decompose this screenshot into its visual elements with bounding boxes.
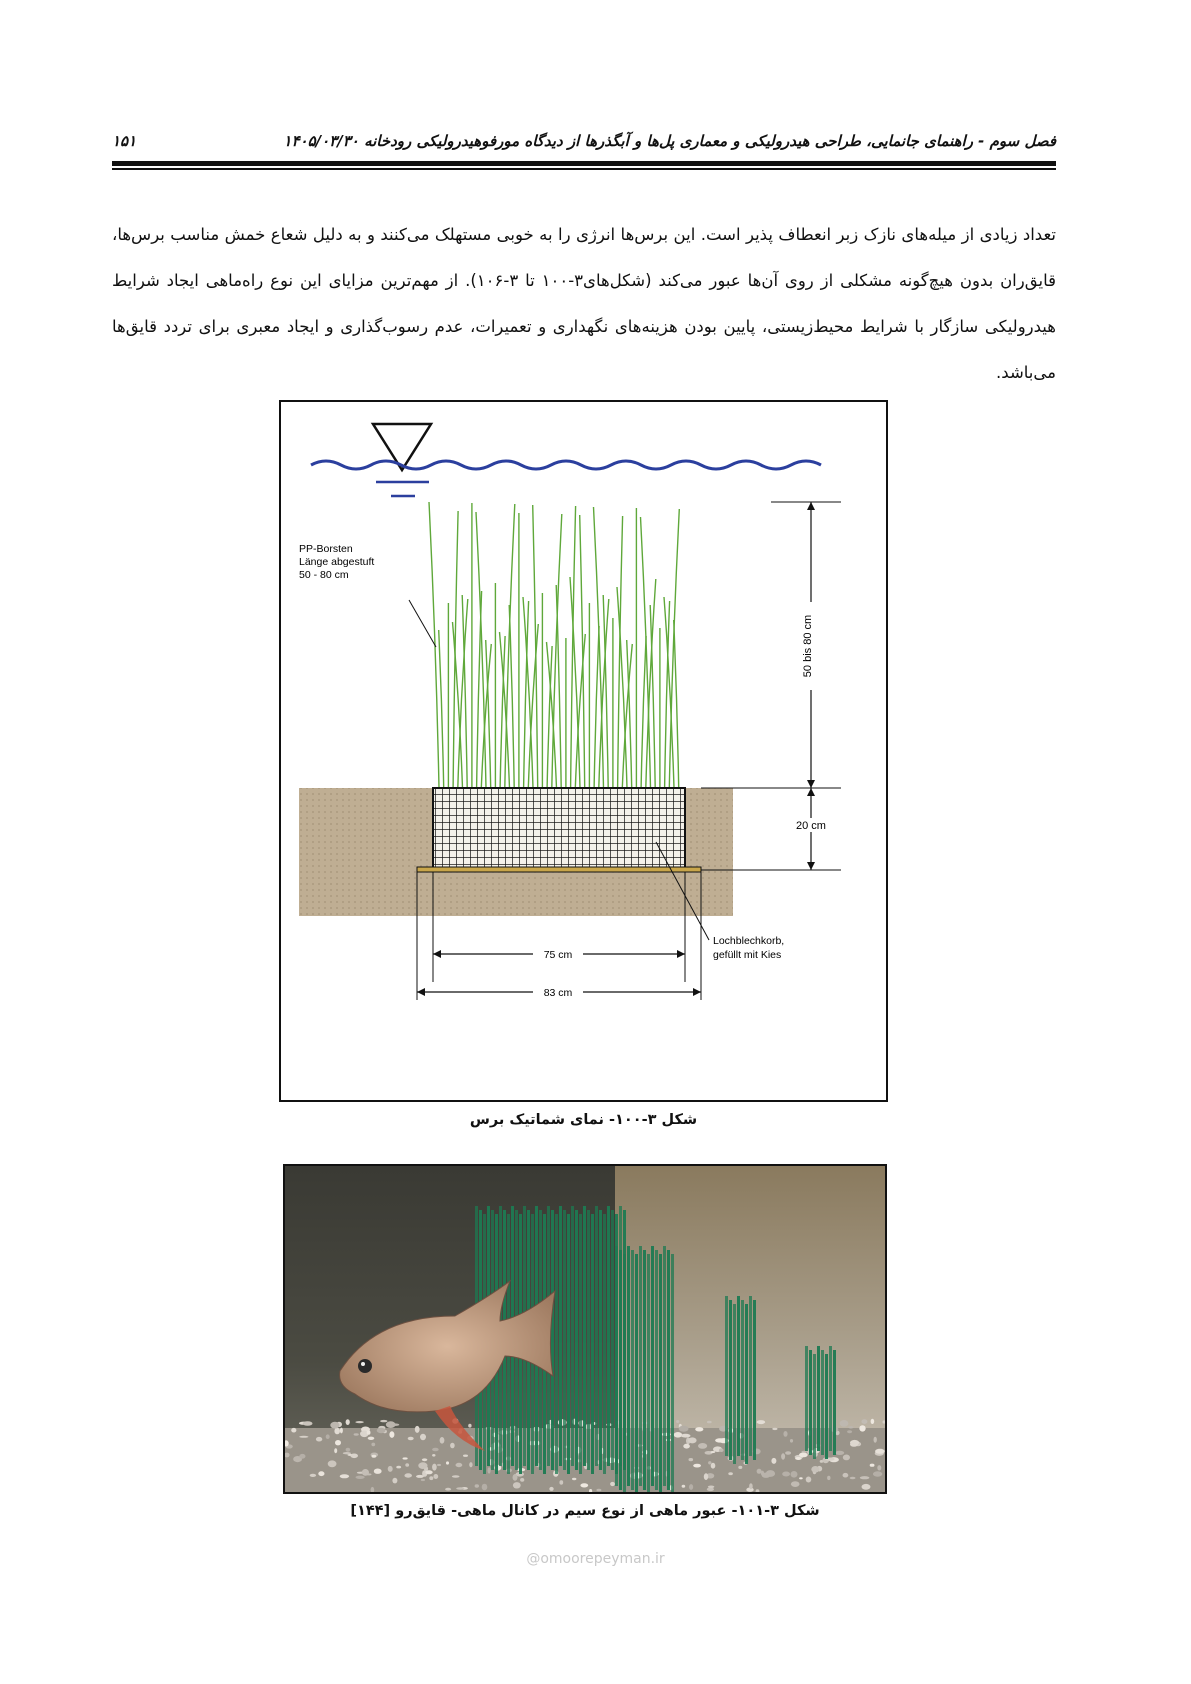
gravel-stone [346,1419,350,1425]
gravel-stone [783,1431,787,1437]
gravel-stone [877,1465,881,1470]
gravel-stone [445,1488,451,1491]
gravel-stone [682,1485,686,1488]
green-bristle [599,1210,602,1470]
gravel-stone [771,1458,776,1464]
gravel-stone [572,1478,576,1480]
gravel-stone [367,1431,371,1435]
gravel-stone [355,1421,364,1423]
gravel-stone [482,1484,488,1491]
gravel-stone [403,1457,408,1459]
green-bristle [825,1354,828,1459]
gravel-stone [708,1486,714,1489]
green-bristle [659,1254,662,1492]
gravel-stone [380,1420,387,1422]
gravel-stone [676,1420,679,1423]
gravel-stone [326,1434,330,1439]
gravel-stone [766,1470,775,1477]
gravel-stone [757,1469,762,1474]
gravel-stone [310,1474,316,1477]
bristle-strand [665,601,670,788]
gravel-stone [708,1461,711,1464]
gravel-stone [330,1422,339,1429]
gravel-stone [681,1434,691,1438]
water-surface-line [311,461,821,469]
gravel-stone [799,1477,803,1479]
brush-schematic-diagram [281,402,886,1100]
gravel-stone [356,1476,365,1479]
label-height: 50 bis 80 cm [802,614,814,678]
gravel-stone [422,1458,427,1461]
figure1-caption: شکل ۳-۱۰۰- نمای شماتیک برس [469,1112,698,1128]
gravel-stone [873,1471,882,1476]
gravel-stone [450,1443,455,1449]
green-bristle [741,1300,744,1460]
gravel-stone [340,1474,349,1478]
gravel-stone [704,1473,708,1480]
gravel-stone [405,1463,409,1467]
gravel-stone [388,1466,393,1472]
gravel-stone [843,1473,849,1478]
gravel-stone [693,1464,701,1468]
gravel-stone [299,1454,305,1459]
gravel-stone [475,1484,479,1487]
gravel-stone [372,1455,377,1458]
gravel-stone [463,1455,468,1457]
gravel-stone [425,1470,432,1474]
gravel-stone [549,1487,553,1491]
gravel-stone [791,1481,800,1487]
gravel-stone [396,1466,401,1469]
gravel-stone [513,1482,521,1488]
bristle-strand [618,516,623,788]
gravel-stone [596,1489,601,1492]
gravel-stone [683,1444,690,1449]
green-bristle [729,1300,732,1460]
figure2-caption: شکل ۳-۱۰۱- عبور ماهی از نوع سیم در کانال ماهی- قایق‌رو [۱۴۴] [350,1503,820,1519]
green-bristle [595,1206,598,1466]
green-bristle [639,1246,642,1486]
fish-eye [358,1359,372,1373]
green-bristle [805,1346,808,1451]
bristle-strand [641,636,646,788]
gravel-stone [862,1484,871,1490]
gravel-stone [610,1482,615,1486]
gravel-stone [870,1464,875,1467]
gravel-stone [874,1437,877,1443]
gravel-stone [781,1453,785,1459]
green-bristle [667,1250,670,1490]
green-bristle [551,1210,554,1470]
gravel-stone [446,1461,449,1464]
gravel-stone [799,1453,808,1458]
gravel-stone [350,1454,358,1459]
green-bristle [603,1214,606,1474]
gravel-stone [334,1428,340,1435]
gravel-stone [559,1480,563,1484]
gravel-stone [377,1428,386,1433]
gravel-stone [719,1448,724,1452]
gravel-stone [452,1475,460,1477]
green-bristle [753,1300,756,1460]
watermark-text: @omoorepeyman.ir [526,1551,665,1567]
green-bristle [607,1206,610,1466]
label-outer-width: 83 cm [543,987,573,999]
bristle-strand [429,502,439,788]
gravel-stone [291,1428,296,1433]
gravel-stone [827,1476,830,1480]
gravel-stone [860,1476,870,1479]
gravel-stone [689,1484,693,1490]
gravel-stone [316,1437,322,1442]
label-bristles-3: 50 - 80 cm [299,569,349,581]
bristle-strand [674,620,679,788]
header-rule-thick [112,161,1056,166]
label-bristles-2: Länge abgestuft [299,556,375,568]
gravel-stone [698,1443,707,1449]
green-bristle [635,1254,638,1492]
green-bristle [555,1214,558,1474]
green-bristle [671,1254,674,1492]
gravel-stone [859,1425,865,1431]
figure-brush-schematic [279,400,888,1102]
gravel-stone [371,1443,375,1447]
gravel-stone [415,1426,420,1433]
gravel-stone [688,1437,697,1443]
gravel-stone [811,1466,819,1473]
green-bristle [615,1246,618,1486]
gravel-stone [335,1440,341,1445]
green-bristle [643,1250,646,1490]
gravel-stone [757,1420,765,1424]
gravel-stone [432,1464,437,1471]
gravel-stone [404,1473,412,1477]
gravel-stone [871,1419,875,1424]
pp-bristles [429,502,679,788]
gravel-stone [354,1433,359,1435]
gravel-stone [340,1428,343,1434]
gravel-stone [488,1467,491,1473]
bristle-strand [547,646,552,788]
header-title: فصل سوم - راهنمای جانمایی، طراحی هیدرولیکی و معماری پل‌ها و آبگذرها از دیدگاه مورفوهیدرولیکی رودخانه ۱۴۰۵/۰۳/۳۰ [283,132,1056,150]
gravel-stone [772,1428,777,1430]
gravel-stone [850,1477,856,1479]
figure-fish-photo [283,1164,887,1494]
gravel-stone [420,1434,426,1440]
green-bristle [737,1296,740,1456]
gravel-stone [679,1426,689,1432]
header-rule-thin [112,168,1056,170]
basket-base-plate [417,867,701,872]
gravel-stone [334,1448,337,1453]
gravel-stone [761,1471,764,1476]
water-level-triangle-icon [373,424,431,470]
gravel-stone [368,1437,375,1440]
gravel-stone [791,1471,798,1478]
gravel-stone [738,1466,742,1469]
gravel-stone [432,1454,435,1457]
green-bristle [663,1246,666,1486]
green-bristle [575,1210,578,1470]
green-bristle [817,1346,820,1451]
green-bristle [651,1246,654,1486]
green-bristle [813,1354,816,1459]
gravel-stone [437,1464,441,1466]
green-bristle [821,1350,824,1455]
green-bristle [583,1206,586,1466]
bristle-strand [453,511,458,788]
gravel-stone [389,1431,394,1438]
green-bristle [627,1246,630,1486]
gravel-stone [795,1457,802,1460]
green-bristle [611,1210,614,1470]
gravel-stone [468,1424,471,1428]
green-bristle [571,1206,574,1466]
gravel-stone [433,1474,438,1479]
label-depth: 20 cm [796,820,826,832]
gravel-stone [416,1475,424,1478]
green-bristle [591,1214,594,1474]
gravel-stone [408,1437,414,1440]
gravel-stone [346,1448,351,1452]
gravel-stone [695,1427,703,1431]
green-bristle [733,1304,736,1464]
gravel-stone [689,1458,694,1461]
gravel-stone [848,1426,853,1428]
label-inner-width: 75 cm [543,949,573,961]
green-bristle [647,1254,650,1492]
gravel-stone [303,1421,313,1426]
bristle-strand [524,601,529,788]
gravel-stone [421,1479,425,1481]
gravel-stone [715,1438,725,1442]
gravel-stone [440,1437,445,1444]
label-basket-1: Lochblechkorb, [713,935,785,947]
gravel-stone [749,1483,753,1489]
body-paragraph: تعداد زیادی از میله‌های نازک زبر انعطاف پذیر است. این برس‌ها انرژی را به خوبی مستهلک می‌کنند و به دلیل شعاع خمش مناسب برس‌ها، قایق‌ران بدون هیچ‌گونه مشکلی از روی آن‌ها عبور می‌کند (شکل‌های۳-۱۰۰ تا ۳-۱۰۶). از مهم‌ترین مزایای این نوع راه‌ماهی ایجاد شرایط هیدرولیکی سازگار با شرایط محیط‌زیستی، پایین بودن هزینه‌های نگهداری و تعمیرات، عدم رسوب‌گذاری و ایجاد معبری برای تردد قایق‌ها می‌باشد. [112,225,1057,382]
gravel-stone [674,1432,683,1438]
page-number: ۱۵۱ [112,132,137,150]
green-bristle [829,1346,832,1451]
gravel-stone [843,1455,850,1461]
gravel-stone [710,1451,715,1453]
page-header [112,122,1056,162]
green-bristle [833,1350,836,1455]
bristle-strand [439,630,444,788]
gravel-stone [728,1472,733,1475]
gravel-stone [418,1462,427,1469]
gravel-stone [366,1473,371,1475]
gravel-stone [374,1469,382,1474]
bristle-strand [556,585,561,788]
gravel-stone [847,1430,852,1433]
gravel-stone [318,1471,324,1476]
gravel-stone [469,1462,472,1467]
gravel-stone [392,1478,397,1484]
green-bristle [745,1304,748,1464]
gravel-stone [711,1463,716,1469]
bristle-strand [500,636,505,788]
gravel-stone [429,1476,433,1480]
gravel-stone [390,1423,399,1426]
green-bristle [567,1214,570,1474]
gravel-stone [456,1487,464,1489]
gravel-stone [513,1474,518,1481]
green-bristle [749,1296,752,1456]
green-bristle [579,1214,582,1474]
green-bristle [563,1210,566,1470]
gravel-stone [785,1451,791,1454]
bristle-strand [594,626,599,788]
label-bristles-1: PP-Borsten [299,543,353,555]
green-bristle [631,1250,634,1490]
gravel-stone [790,1439,793,1443]
green-bristle [587,1210,590,1470]
green-bristle [725,1296,728,1456]
gravel-stone [707,1421,712,1424]
gravel-stone [432,1448,439,1452]
gravel-stone [875,1449,885,1454]
gravel-stone [299,1436,308,1438]
green-bristle [623,1254,626,1492]
gravel-stone [840,1420,849,1427]
green-bristle [655,1250,658,1490]
label-basket-2: gefüllt mit Kies [713,949,782,961]
gravel-stone [861,1419,867,1424]
gravel-stone [782,1472,790,1477]
gravel-stone [328,1460,337,1467]
gravel-stone [343,1452,351,1454]
gravel-stone [850,1442,858,1447]
bristle-strand [509,605,514,788]
fish-channel-photo [285,1166,885,1492]
gravel-stone [520,1478,524,1482]
gravel-stone [456,1463,463,1467]
perforated-basket [433,788,685,870]
gravel-stone [835,1451,844,1455]
green-bristle [559,1206,562,1466]
gravel-stone [806,1477,812,1483]
green-bristle [809,1350,812,1455]
green-bristle [619,1250,622,1490]
gravel-stone [580,1483,588,1487]
